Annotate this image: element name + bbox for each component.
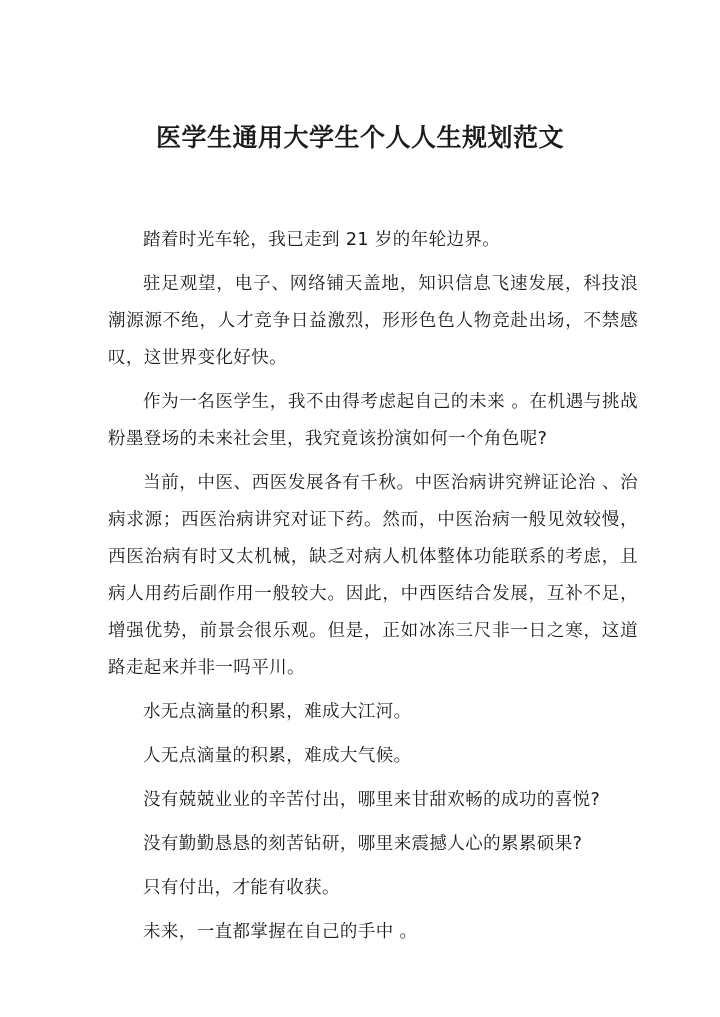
paragraph-3: 作为一名医学生，我不由得考虑起自己的未来 。在机遇与挑战粉墨登场的未来社会里，我究竟该扮演如何一个角色呢? [108, 392, 638, 449]
document-body [108, 222, 638, 958]
paragraph-8: 没有勤勤恳恳的刻苦钻研，哪里来震撼人心的累累硕果? [143, 834, 583, 854]
paragraph-7: 没有兢兢业业的辛苦付出，哪里来甘甜欢畅的成功的喜悦? [143, 790, 601, 810]
document-title: 医学生通用大学生个人人生规划范文 [155, 123, 564, 152]
paragraph-4: 当前，中医、西医发展各有千秋。中医治病讲究辨证论治 、治病求源；西医治病讲究对证下药。然而，中医治病一般见效较慢，西医治病有时又太机械，缺乏对病人机体整体功能联系的考虑，且病人用药后副作用一般较大。因此，中西医结合发展，互补不足，增强优势，前景会很乐观。但是，正如冰冻三尺非一日之寒，这道路走起来并非一吗平川。 [108, 473, 638, 678]
paragraph-1: 踏着时光车轮，我已走到 21 岁的年轮边界。 [143, 230, 501, 250]
paragraph-5: 水无点滴量的积累，难成大江河。 [143, 702, 412, 722]
paragraph-9: 只有付出，才能有收获。 [143, 878, 340, 898]
paragraph-6: 人无点滴量的积累，难成大气候。 [143, 746, 412, 766]
paragraph-10: 未来，一直都掌握在自己的手中 。 [143, 922, 418, 942]
paragraph-2: 驻足观望，电子、网络铺天盖地，知识信息飞速发展，科技浪潮源源不绝，人才竞争日益激烈，形形色色人物竞赴出场，不禁感叹，这世界变化好快。 [108, 274, 638, 368]
